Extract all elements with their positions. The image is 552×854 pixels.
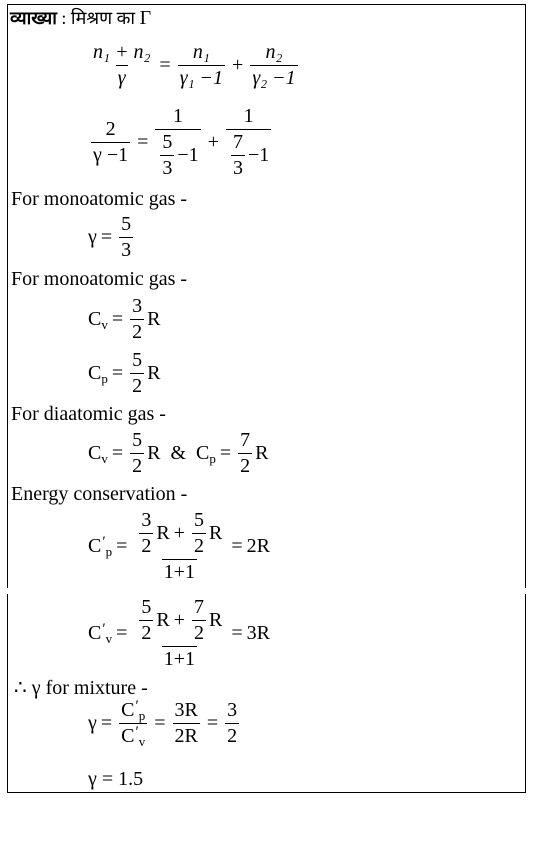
- cv-mono-unit: R: [147, 308, 161, 330]
- cv-mix-b-den: 2: [194, 622, 205, 644]
- border-gap-right: [523, 588, 529, 594]
- eq2-t1-minus-one: −1: [177, 144, 199, 166]
- cp-mix-fraction: [134, 510, 224, 583]
- gamma-mono-fraction: [119, 214, 133, 261]
- heading-text: मिश्रण का: [70, 8, 136, 28]
- cv-mix-b: [192, 597, 206, 644]
- cp-symbol: $C_p$: [88, 362, 108, 386]
- cv-mono-den: 2: [132, 321, 143, 343]
- heading-symbol: Γ: [139, 7, 152, 29]
- gamma-mix-mid-den: 2R: [174, 725, 198, 747]
- eq2-t2-inner-den: 3: [232, 157, 243, 179]
- gamma-mix-r-num: 3: [227, 699, 238, 721]
- cp-diatomic-fraction: [238, 430, 252, 477]
- gamma-mono-num: 5: [121, 213, 132, 235]
- cp-mix-num: $\frac{3}{2}$ R + $\frac{5}{2}$ R: [141, 509, 223, 557]
- cp-mono-unit: R: [147, 362, 161, 384]
- eq1-lhs-num: n₁ + n₂: [93, 41, 151, 63]
- equals-sign: =: [111, 362, 124, 384]
- cv-mono-num: 3: [132, 295, 143, 317]
- cp-mix-den: 1+1: [163, 561, 196, 583]
- gamma-mix-mid-num: 3R: [174, 699, 198, 721]
- cv-diatomic-den: 2: [132, 455, 143, 477]
- cv-mix-num: $\frac{5}{2}$ R + $\frac{7}{2}$ R: [141, 596, 223, 644]
- cv-mix-b-num: 7: [194, 596, 205, 618]
- cv-diatomic-num: 5: [132, 429, 143, 451]
- eq2-t2-inner-num: 7: [232, 131, 243, 153]
- solution-heading: [10, 6, 151, 30]
- heading-label: व्याख्या: [10, 8, 57, 28]
- label-monoatomic-c: For monoatomic gas -: [11, 268, 188, 290]
- cv-mix-result: 3R: [246, 622, 270, 644]
- eq2-lhs: [91, 119, 130, 166]
- cv-diatomic-fraction: [130, 430, 144, 477]
- cp-prime-symbol: $C'_p$: [88, 534, 113, 559]
- equals-sign: =: [116, 535, 128, 557]
- eq1-t1-num: n₁: [192, 41, 210, 63]
- label-energy-conservation: Energy conservation -: [11, 483, 188, 505]
- gamma-mix-num: $C'_p$: [121, 698, 146, 723]
- cp-mix-a-den: 2: [141, 535, 152, 557]
- equation-mixture-gamma: [88, 42, 301, 89]
- cp-mix-b-den: 2: [194, 535, 205, 557]
- cp-mono-num: 5: [132, 349, 143, 371]
- cv-mix-a-den: 2: [141, 622, 152, 644]
- equals-sign: =: [159, 54, 171, 76]
- eq1-t1-den: γ₁ −1: [179, 67, 224, 89]
- plus-sign: +: [232, 54, 244, 76]
- eq1-term1: [178, 42, 225, 89]
- eq2-term1: [155, 106, 200, 179]
- cv-symbol: $C_v$: [88, 442, 108, 466]
- cp-diatomic-num: 7: [240, 429, 251, 451]
- eq1-lhs-den: γ: [117, 67, 126, 89]
- eq2-t2-den: [226, 129, 271, 179]
- equation-diatomic: [88, 430, 269, 477]
- gamma-symbol: γ: [88, 712, 97, 734]
- equals-sign: =: [137, 131, 149, 153]
- gamma-mix-den: $C'_v$: [121, 724, 146, 749]
- cp-mix-result: 2R: [246, 535, 270, 557]
- label-diatomic: For diaatomic gas -: [11, 403, 166, 425]
- equals-sign: =: [231, 622, 243, 644]
- border-gap-left: [5, 588, 9, 594]
- cv-mix-fraction: [134, 597, 224, 670]
- equals-sign: =: [231, 535, 243, 557]
- eq2-t2-minus-one: −1: [247, 144, 270, 166]
- cv-diatomic-unit: R: [147, 442, 161, 464]
- heading-separator: :: [61, 8, 67, 28]
- cp-diatomic-unit: R: [255, 442, 269, 464]
- equals-sign: =: [100, 712, 113, 734]
- label-monoatomic-gamma: For monoatomic gas -: [11, 188, 188, 210]
- eq2-lhs-den: γ −1: [93, 144, 129, 166]
- gamma-mix-result: [225, 700, 239, 747]
- cv-mono-fraction: [130, 296, 144, 343]
- equals-sign: =: [111, 442, 124, 464]
- cv-symbol: $C_v$: [88, 308, 108, 332]
- final-gamma-value: γ = 1.5: [88, 768, 144, 790]
- cv-mix-den: 1+1: [163, 648, 196, 670]
- cv-mix-a-num: 5: [141, 596, 152, 618]
- cp-mix-b-num: 5: [194, 509, 205, 531]
- cp-mix-a: [139, 510, 153, 557]
- equals-sign: =: [154, 712, 166, 734]
- equation-cp-mono: [88, 350, 160, 397]
- equation-cp-mixture: [88, 510, 270, 583]
- plus-sign: +: [207, 131, 219, 153]
- eq1-t2-den: γ₂ −1: [252, 67, 296, 89]
- eq2-t2-inner: [231, 132, 245, 179]
- eq2-t1-inner: [160, 132, 174, 179]
- equation-substitution: [88, 106, 274, 179]
- equals-sign: =: [116, 622, 128, 644]
- label-gamma-mixture: ∴ γ for mixture -: [14, 677, 148, 699]
- gamma-mix-ratio: [119, 700, 147, 747]
- equals-sign: =: [111, 308, 124, 330]
- eq2-t1-inner-den: 3: [162, 157, 173, 179]
- gamma-mix-r-den: 2: [227, 725, 238, 747]
- eq1-t2-num: n₂: [265, 41, 283, 63]
- cv-mix-a: [139, 597, 153, 644]
- equation-gamma-mixture: [88, 700, 242, 747]
- equation-cv-mixture: [88, 597, 270, 670]
- eq2-t1-num: 1: [173, 105, 184, 127]
- eq1-lhs: [91, 42, 152, 89]
- equals-sign: =: [206, 712, 219, 734]
- eq2-t1-inner-num: 5: [162, 131, 173, 153]
- cv-prime-symbol: $C'_v$: [88, 621, 113, 646]
- eq1-term2: [250, 42, 297, 89]
- cp-mix-a-num: 3: [141, 509, 152, 531]
- cp-mix-b: [192, 510, 206, 557]
- eq2-t2-num: 1: [243, 105, 254, 127]
- equation-gamma-mono: [88, 214, 136, 261]
- ampersand: &: [170, 442, 187, 464]
- eq2-lhs-num: 2: [105, 118, 116, 140]
- gamma-mono-den: 3: [121, 239, 132, 261]
- eq2-t1-den: [155, 129, 200, 179]
- eq2-term2: [226, 106, 271, 179]
- cp-symbol: $C_p$: [196, 442, 216, 466]
- cp-diatomic-den: 2: [240, 455, 251, 477]
- cp-mono-fraction: [130, 350, 144, 397]
- gamma-symbol: γ: [88, 226, 97, 248]
- cp-mono-den: 2: [132, 375, 143, 397]
- equals-sign: =: [219, 442, 232, 464]
- gamma-mix-values: [173, 700, 200, 747]
- equals-sign: =: [100, 226, 113, 248]
- equation-cv-mono: [88, 296, 160, 343]
